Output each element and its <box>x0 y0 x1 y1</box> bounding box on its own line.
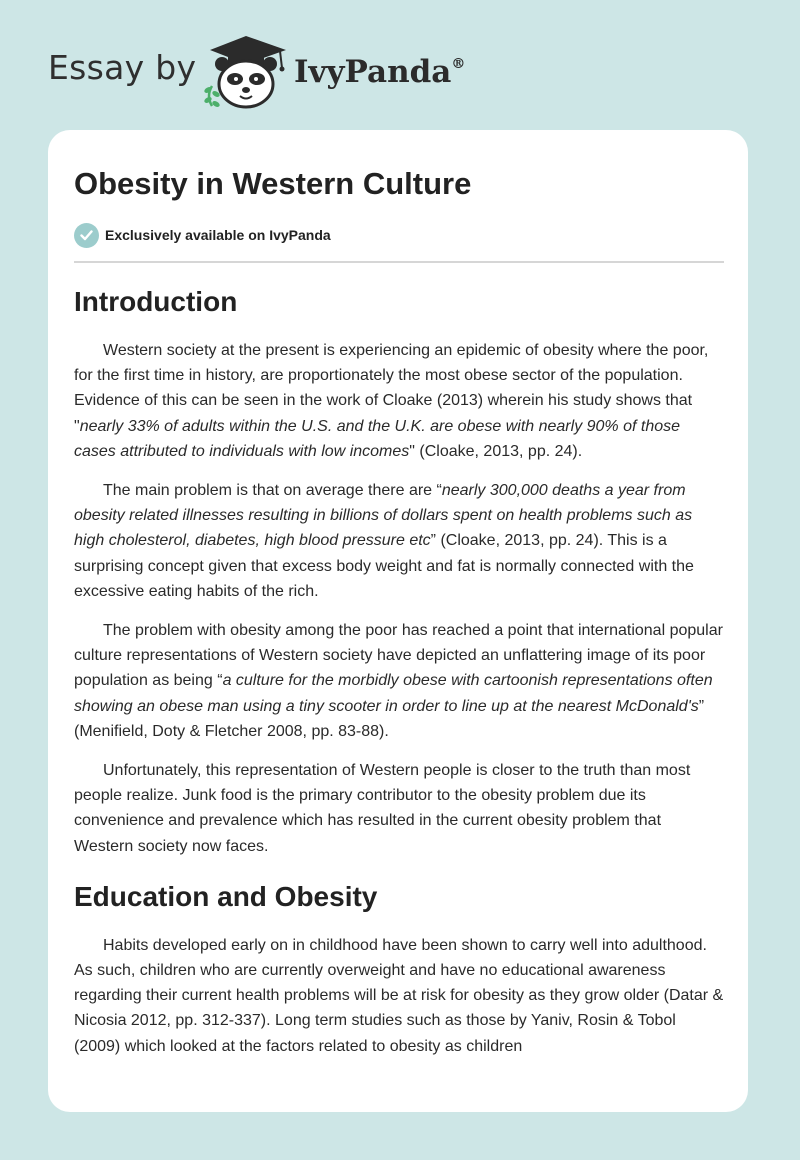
title-divider <box>74 261 724 263</box>
essay-by-label: Essay by <box>48 48 197 87</box>
quote: nearly 33% of adults within the U.S. and the U.K. are obese with nearly 90% of those cases attributed to individuals with low incomes <box>74 417 681 460</box>
panda-graduate-icon[interactable] <box>200 34 290 110</box>
exclusive-badge <box>74 222 331 248</box>
essay-card <box>48 130 748 1112</box>
section-heading-education-and-obesity: Education and Obesity <box>74 880 378 912</box>
check-icon <box>74 223 99 248</box>
paragraph: Unfortunately, this representation of Western people is closer to the truth than most people realize. Junk food is the primary contributor to the obesity problem due its convenience and prevalence which has resulted in the current obesity problem that Western society now faces. <box>74 762 691 855</box>
site-header <box>48 34 548 114</box>
paragraph: Habits developed early on in childhood have been shown to carry well into adulthood. As such, children who are currently overweight and have no educational awareness regarding their current health problems will be at risk for obesity as they grow older (Datar & Nicosia 2012, pp. 312-337). Long term studies such as those by Yaniv, Rosin & Tobol (2009) which looked at the factors related to obesity as children <box>74 936 724 1055</box>
page-title: Obesity in Western Culture <box>74 166 472 201</box>
paragraph: The problem with obesity among the poor has reached a point that international popular culture representations of Western society have depicted an unflattering image of its poor population as being “a culture for the morbidly obese with cartoonish representations often showing an obese man using a tiny scooter in order to line up at the nearest McDonald's” (Menifield, Doty & Fletcher 2008, pp. 83-88). <box>74 622 723 740</box>
paragraph: The main problem is that on average there are “nearly 300,000 deaths a year from obesity related illnesses resulting in billions of dollars spent on health problems such as high cholesterol, diabetes, high blood pressure etc” (Cloake, 2013, pp. 24). This is a surprising concept given that excess body weight and fat is normally connected with the excessive eating habits of the rich. <box>74 482 694 600</box>
essay-body <box>74 280 724 1059</box>
quote: nearly 300,000 deaths a year from obesity related illnesses resulting in billions of dollars spent on health problems such as high cholesterol, diabetes, high blood pressure etc <box>74 482 693 550</box>
paragraph: Western society at the present is experiencing an epidemic of obesity where the poor, for the first time in history, are proportionately the most obese sector of the population. Evidence of this can be seen in the work of Cloake (2013) wherein his study shows that "nearly 33% of adults within the U.S. and the U.K. are obese with nearly 90% of those cases attributed to individuals with low incomes" (Cloake, 2013, pp. 24). <box>74 342 709 460</box>
brand-name[interactable]: IvyPanda® <box>294 54 466 90</box>
exclusive-label: Exclusively available on IvyPanda <box>105 227 331 243</box>
quote: a culture for the morbidly obese with cartoonish representations often showing an obese man using a tiny scooter in order to line up at the nearest McDonald's <box>74 672 713 715</box>
section-heading-introduction: Introduction <box>74 286 238 317</box>
